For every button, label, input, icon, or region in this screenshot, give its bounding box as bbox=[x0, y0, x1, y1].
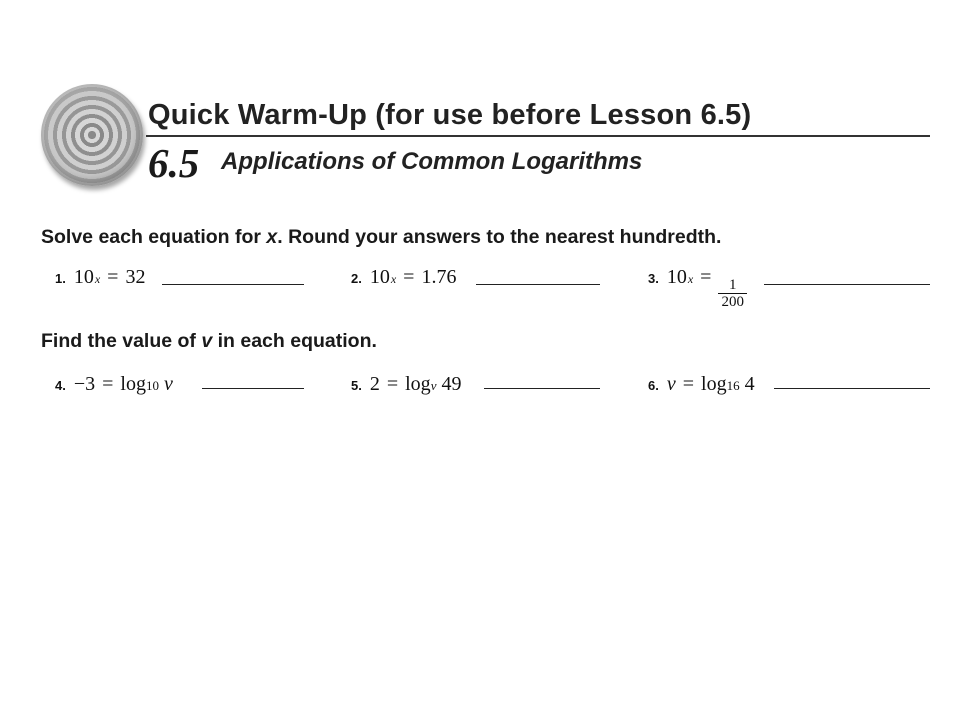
problem-5 bbox=[351, 373, 461, 396]
answer-line-5[interactable] bbox=[484, 388, 600, 389]
problem-3 bbox=[648, 266, 747, 310]
problem-expression: 2 = log v 49 bbox=[369, 373, 462, 395]
fraction: $\frac{1}{200}$ bbox=[718, 277, 747, 310]
problem-expression: 10 x = 32 bbox=[73, 266, 146, 288]
problem-number: 2. bbox=[351, 271, 362, 286]
problem-1 bbox=[55, 266, 145, 289]
answer-line-2[interactable] bbox=[476, 284, 600, 285]
lesson-number: 6.5 bbox=[148, 140, 200, 186]
problem-expression: 10 x = $\frac{1}{200}$ bbox=[667, 266, 747, 304]
problem-expression: −3 = log 10 v bbox=[73, 373, 173, 395]
problem-number: 3. bbox=[648, 271, 659, 286]
answer-line-1[interactable] bbox=[162, 284, 304, 285]
section1-instruction: Solve each equation for x. Round your answers to the nearest hundredth. bbox=[41, 226, 722, 248]
lesson-title: Applications of Common Logarithms bbox=[221, 148, 643, 175]
problem-number: 5. bbox=[351, 378, 362, 393]
header-divider bbox=[146, 135, 930, 137]
answer-line-4[interactable] bbox=[202, 388, 304, 389]
problem-number: 4. bbox=[55, 378, 66, 393]
problem-number: 6. bbox=[648, 378, 659, 393]
section2-instruction: Find the value of v in each equation. bbox=[41, 330, 377, 352]
answer-line-6[interactable] bbox=[774, 388, 930, 389]
concentric-circles-icon bbox=[41, 84, 143, 186]
problem-expression: v = log 16 4 bbox=[666, 373, 755, 395]
problem-number: 1. bbox=[55, 271, 66, 286]
problem-6 bbox=[648, 373, 755, 396]
page-title: Quick Warm-Up (for use before Lesson 6.5) bbox=[148, 99, 752, 131]
problem-4 bbox=[55, 373, 173, 396]
problem-expression: 10 x = 1.76 bbox=[369, 266, 457, 288]
problem-2 bbox=[351, 266, 456, 289]
answer-line-3[interactable] bbox=[764, 284, 930, 285]
